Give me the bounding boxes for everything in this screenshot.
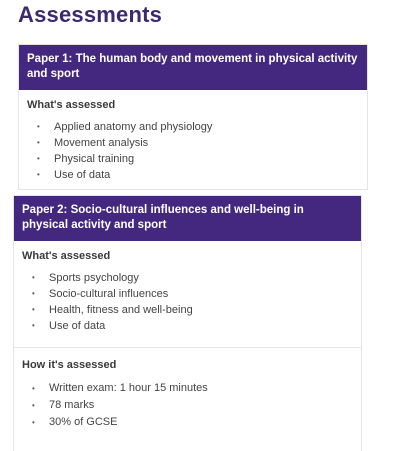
- list-item: • Applied anatomy and physiology: [37, 119, 359, 135]
- list-item: • Sports psychology: [32, 270, 353, 286]
- whats-assessed-heading: What's assessed: [22, 250, 111, 262]
- list-item: • Use of data: [37, 167, 359, 183]
- paper-2-header: Paper 2: Socio-cultural influences and well-being in physical activity and sport: [14, 196, 361, 241]
- assessed-list: [22, 270, 353, 334]
- paper-2-card: [13, 195, 362, 451]
- paper-1-whats-assessed: [19, 90, 367, 183]
- page-title: Assessments: [18, 2, 163, 27]
- assessed-list: [27, 119, 359, 183]
- list-item: • Health, fitness and well-being: [32, 302, 353, 318]
- list-item: • Written exam: 1 hour 15 minutes: [32, 380, 353, 397]
- paper-2-whats-assessed: [14, 241, 361, 334]
- how-assessed-heading: How it's assessed: [22, 359, 117, 371]
- whats-assessed-heading: What's assessed: [27, 99, 116, 111]
- paper-1-header: Paper 1: The human body and movement in physical activity and sport: [19, 45, 367, 90]
- list-item: • Movement analysis: [37, 135, 359, 151]
- paper-2-how-assessed: [14, 348, 361, 431]
- list-item: • Use of data: [32, 318, 353, 334]
- how-assessed-list: [22, 380, 353, 431]
- list-item: • Physical training: [37, 151, 359, 167]
- list-item: • 78 marks: [32, 397, 353, 414]
- list-item: • 30% of GCSE: [32, 414, 353, 431]
- paper-1-card: [18, 44, 368, 190]
- list-item: • Socio-cultural influences: [32, 286, 353, 302]
